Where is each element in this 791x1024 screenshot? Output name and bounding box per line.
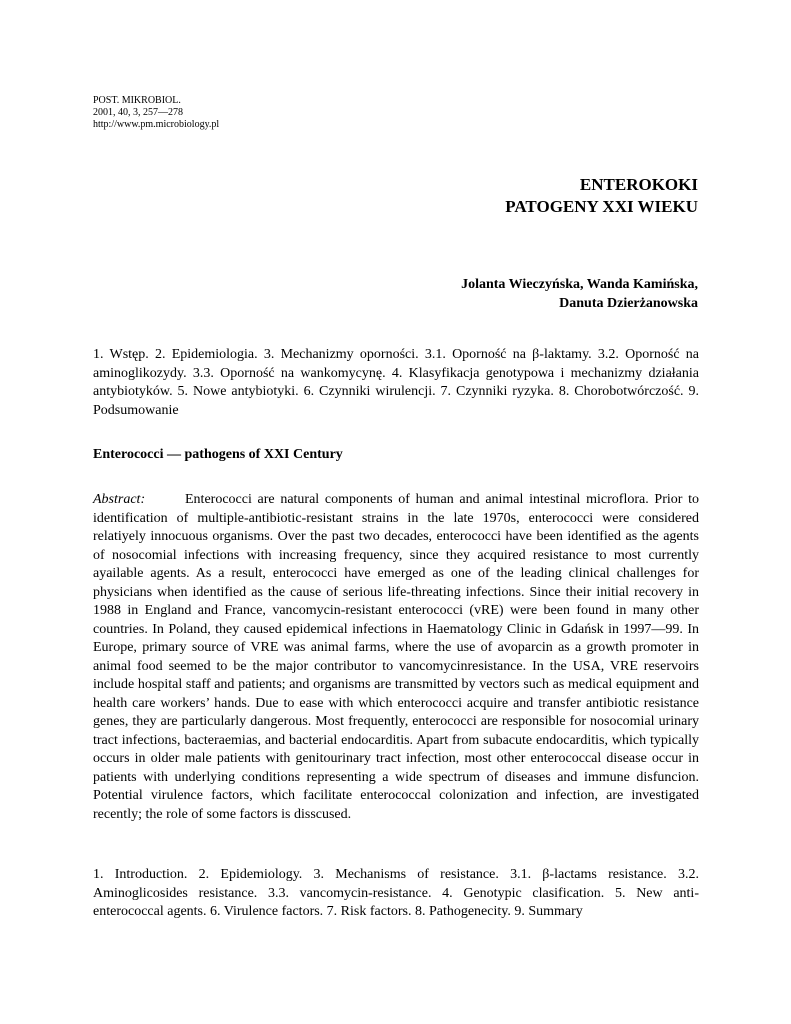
journal-name: POST. MIKROBIOL. [93,95,181,106]
table-of-contents-polish: 1. Wstęp. 2. Epidemiologia. 3. Mechanizmy oporności. 3.1. Oporność na β-laktamy. 3.2. Oporność na aminoglikozydy. 3.3. Oporność na wankomycynę. 4. Klasyfikacja genotypowa i mechanizmy działania antybiotyków. 5. Nowe antybiotyki. 6. Czynniki wirulencji. 7. Czynniki ryzyka. 8. Chorobotwórczość. 9. Podsumowanie [93,347,699,418]
journal-volume-info: 2001, 40, 3, 257—278 [93,107,183,118]
table-of-contents-english: 1. Introduction. 2. Epidemiology. 3. Mechanisms of resistance. 3.1. β-lactams resistance. 3.2. Aminoglicosides resistance. 3.3. vancomycin-resistance. 4. Genotypic clasification. 5. New anti-enterococcal agents. 6. Virulence factors. 7. Risk factors. 8. Pathogenecity. 9. Summary [93,867,699,919]
journal-url: http://www.pm.microbiology.pl [93,119,220,130]
article-title-line-1: ENTEROKOKI [579,175,698,194]
abstract-label: Abstract: [93,492,146,507]
article-title [505,174,698,218]
english-title: Enterococci — pathogens of XXI Century [93,447,343,462]
author-line-2: Danuta Dzierżanowska [559,296,698,311]
author-list [461,275,698,313]
author-line-1: Jolanta Wieczyńska, Wanda Kamińska, [461,277,698,292]
article-title-line-2: PATOGENY XXI WIEKU [505,197,698,216]
abstract [93,491,699,824]
journal-header [93,95,219,131]
abstract-text: Enterococci are natural components of human and animal intestinal microflora. Prior to identification of multiple-antibiotic-resistant strains in the late 1970s, enterococci were considered relatiyely innocuous organisms. Over the past two decades, enterococci have been identified as the agents of nosocomial infections with increasing frequency, since they acquired resistance to most currently ayailable agents. As a result, enterococci have emerged as one of the leading clinical challenges for physicians when identified as the cause of serious life-threating infections. Since their initial recovery in 1988 in England and France, vancomycin-resistant enterococci (vRE) were been found in many other countries. In Poland, they caused epidemical infections in Haematology Clinic in Gdańsk in 1997—99. In Europe, primary source of VRE was animal farms, where the use of avoparcin as a growth promoter in animal food seemed to be the major contributor to vancomycinresistance. In the USA, VRE reservoirs include hospital staff and patients; and organisms are transmitted by vectors such as medical equipment and health care workers’ hands. Due to ease with which enterococci acquire and transfer antibiotic resistance genes, they are particularly dangerous. Most frequently, enterococci are responsible for nosocomial urinary tract infections, bacteraemias, and bacterial endocarditis. Apart from subacute endocarditis, which typically occurs in older male patients with genitourinary tract infection, most other enterococcal disease occur in patients with underlying conditions representing a wide spectrum of diseases and immune disfuncion. Potential virulence factors, which facilitate enterococcal colonization and infection, are investigated recently; the role of some factors is disscused. [93,492,699,822]
